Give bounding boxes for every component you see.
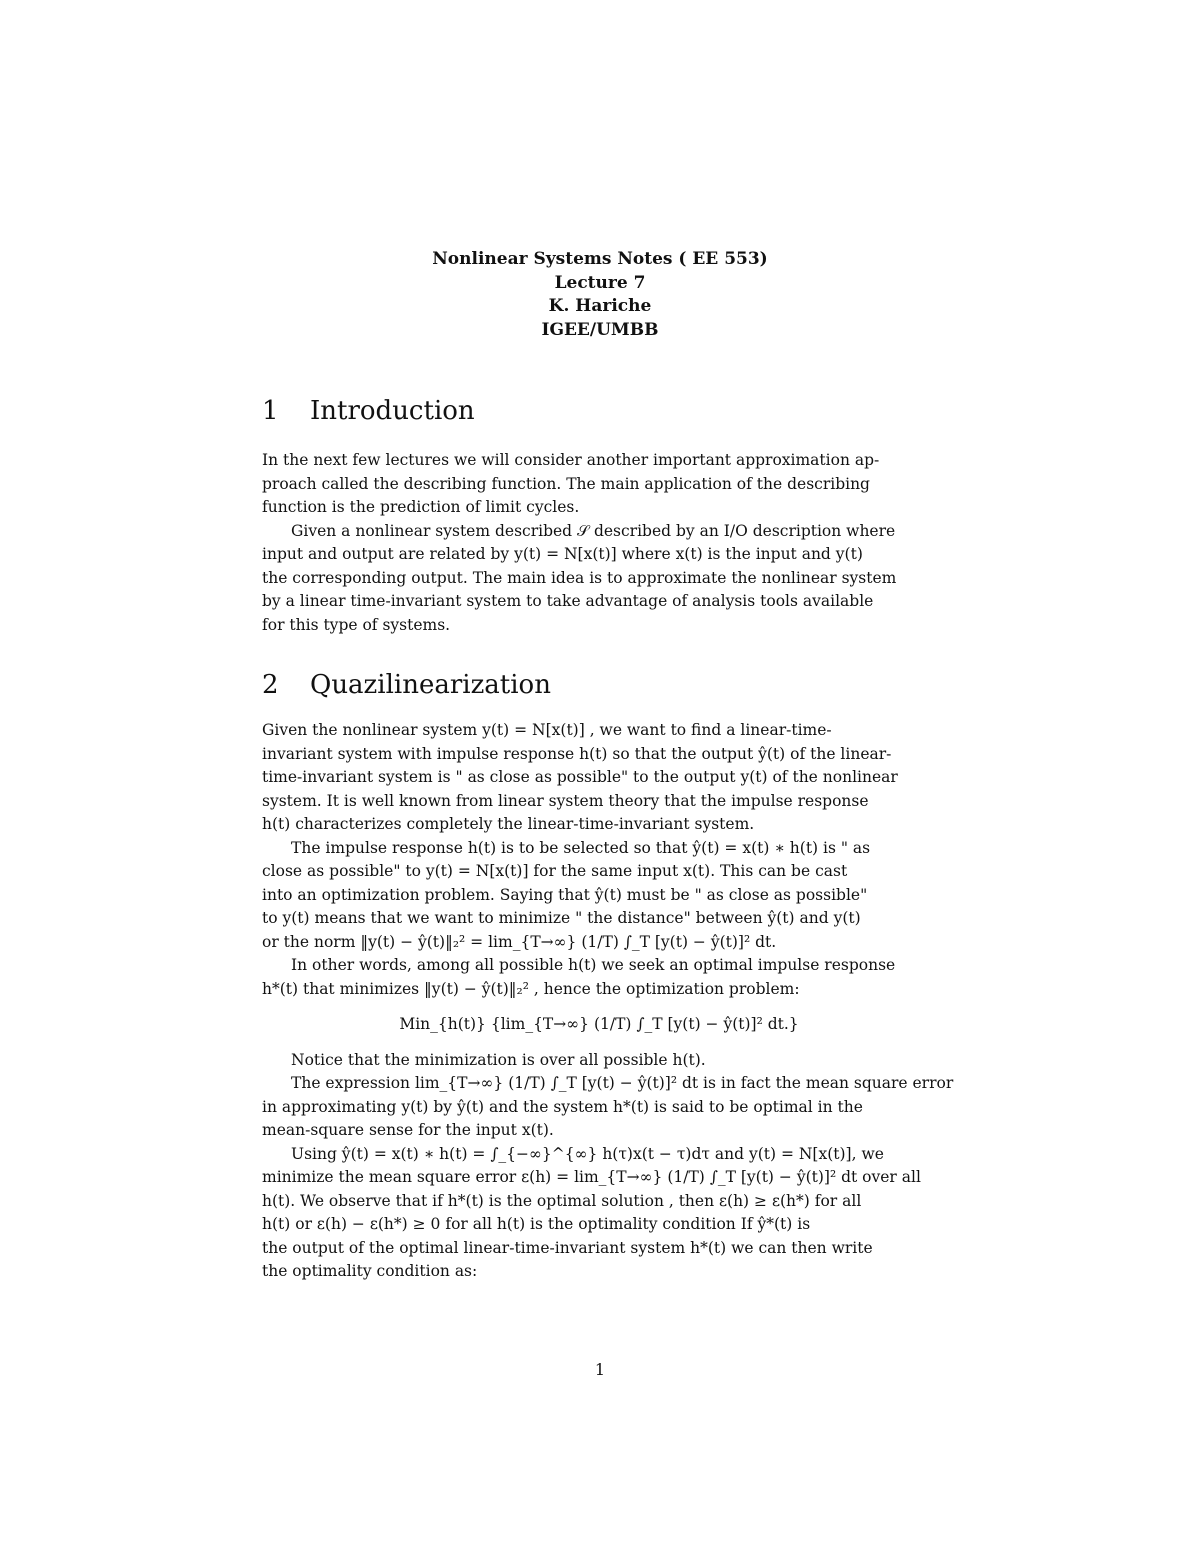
paragraph-line: proach called the describing function. The main application of the describing bbox=[262, 474, 870, 493]
section-title: Introduction bbox=[310, 396, 475, 426]
paragraph-line: h(t) characterizes completely the linear-time-invariant system. bbox=[262, 815, 755, 833]
paragraph-line: or the norm ‖y(t) − ŷ(t)‖₂² = lim_{T→∞} (1/T) ∫_T [y(t) − ŷ(t)]² dt. bbox=[262, 932, 777, 951]
paragraph-line: time-invariant system is " as close as possible" to the output y(t) of the nonlinear bbox=[262, 768, 898, 786]
lecture-label: Lecture 7 bbox=[554, 272, 646, 293]
title-block bbox=[0, 248, 1200, 342]
paragraph-line: by a linear time-invariant system to take advantage of analysis tools available bbox=[262, 592, 874, 610]
page-number: 1 bbox=[594, 1360, 606, 1379]
paragraph-line: Using ŷ(t) = x(t) ∗ h(t) = ∫_{−∞}^{∞} h(τ)x(t − τ)dτ and y(t) = N[x(t)], we bbox=[291, 1144, 884, 1163]
paragraph-line: h*(t) that minimizes ‖y(t) − ŷ(t)‖₂² , hence the optimization problem: bbox=[262, 979, 800, 998]
paragraph-line: minimize the mean square error ε(h) = lim_{T→∞} (1/T) ∫_T [y(t) − ŷ(t)]² dt over all bbox=[262, 1168, 921, 1186]
section-number: 1 bbox=[262, 396, 279, 426]
paragraph-line: h(t) or ε(h) − ε(h*) ≥ 0 for all h(t) is the optimality condition If ŷ*(t) is bbox=[262, 1215, 811, 1233]
paragraph-line: mean-square sense for the input x(t). bbox=[262, 1121, 554, 1139]
paragraph-line: the optimality condition as: bbox=[262, 1262, 478, 1280]
paragraph-line: input and output are related by y(t) = N[x(t)] where x(t) is the input and y(t) bbox=[262, 545, 863, 563]
paragraph-line: The impulse response h(t) is to be selected so that ŷ(t) = x(t) ∗ h(t) is " as bbox=[291, 838, 871, 857]
affiliation: IGEE/UMBB bbox=[541, 319, 659, 340]
section-body-introduction bbox=[262, 449, 936, 637]
section-number: 2 bbox=[262, 670, 279, 700]
paragraph-line: Given a nonlinear system described 𝒮 described by an I/O description where bbox=[291, 521, 896, 540]
paragraph-line: In other words, among all possible h(t) we seek an optimal impulse response bbox=[291, 956, 896, 974]
paragraph-line: the output of the optimal linear-time-invariant system h*(t) we can then write bbox=[262, 1238, 873, 1257]
paragraph-line: to y(t) means that we want to minimize " the distance" between ŷ(t) and y(t) bbox=[262, 909, 861, 927]
document-title: Nonlinear Systems Notes ( EE 553) bbox=[432, 249, 768, 269]
paragraph-line: Notice that the minimization is over all possible h(t). bbox=[291, 1050, 706, 1069]
paragraph-line: into an optimization problem. Saying that ŷ(t) must be " as close as possible" bbox=[262, 885, 868, 904]
paragraph-line: In the next few lectures we will consider another important approximation ap- bbox=[262, 451, 880, 469]
paragraph-line: system. It is well known from linear system theory that the impulse response bbox=[262, 791, 869, 810]
paragraph-line: invariant system with impulse response h(t) so that the output ŷ(t) of the linear- bbox=[262, 744, 892, 763]
paragraph-line: for this type of systems. bbox=[262, 615, 451, 634]
paragraph-line: close as possible" to y(t) = N[x(t)] for the same input x(t). This can be cast bbox=[262, 862, 848, 880]
paragraph-line: h(t). We observe that if h*(t) is the optimal solution , then ε(h) ≥ ε(h*) for all bbox=[262, 1191, 862, 1210]
author-name: K. Hariche bbox=[548, 296, 652, 316]
paragraph-line: the corresponding output. The main idea is to approximate the nonlinear system bbox=[262, 568, 897, 587]
section-heading-quazilinearization bbox=[262, 670, 551, 700]
paragraph-line: function is the prediction of limit cycles. bbox=[262, 498, 580, 516]
paragraph-line: The expression lim_{T→∞} (1/T) ∫_T [y(t) − ŷ(t)]² dt is in fact the mean square error bbox=[291, 1074, 954, 1092]
paragraph-line: in approximating y(t) by ŷ(t) and the system h*(t) is said to be optimal in the bbox=[262, 1097, 863, 1116]
section-body-quazilinearization bbox=[262, 719, 954, 1284]
optimization-equation: Min_{h(t)} {lim_{T→∞} (1/T) ∫_T [y(t) − ŷ(t)]² dt.} bbox=[399, 1015, 799, 1033]
section-title: Quazilinearization bbox=[310, 670, 551, 700]
paragraph-line: Given the nonlinear system y(t) = N[x(t)] , we want to find a linear-time- bbox=[262, 721, 832, 739]
section-heading-introduction bbox=[262, 396, 475, 426]
